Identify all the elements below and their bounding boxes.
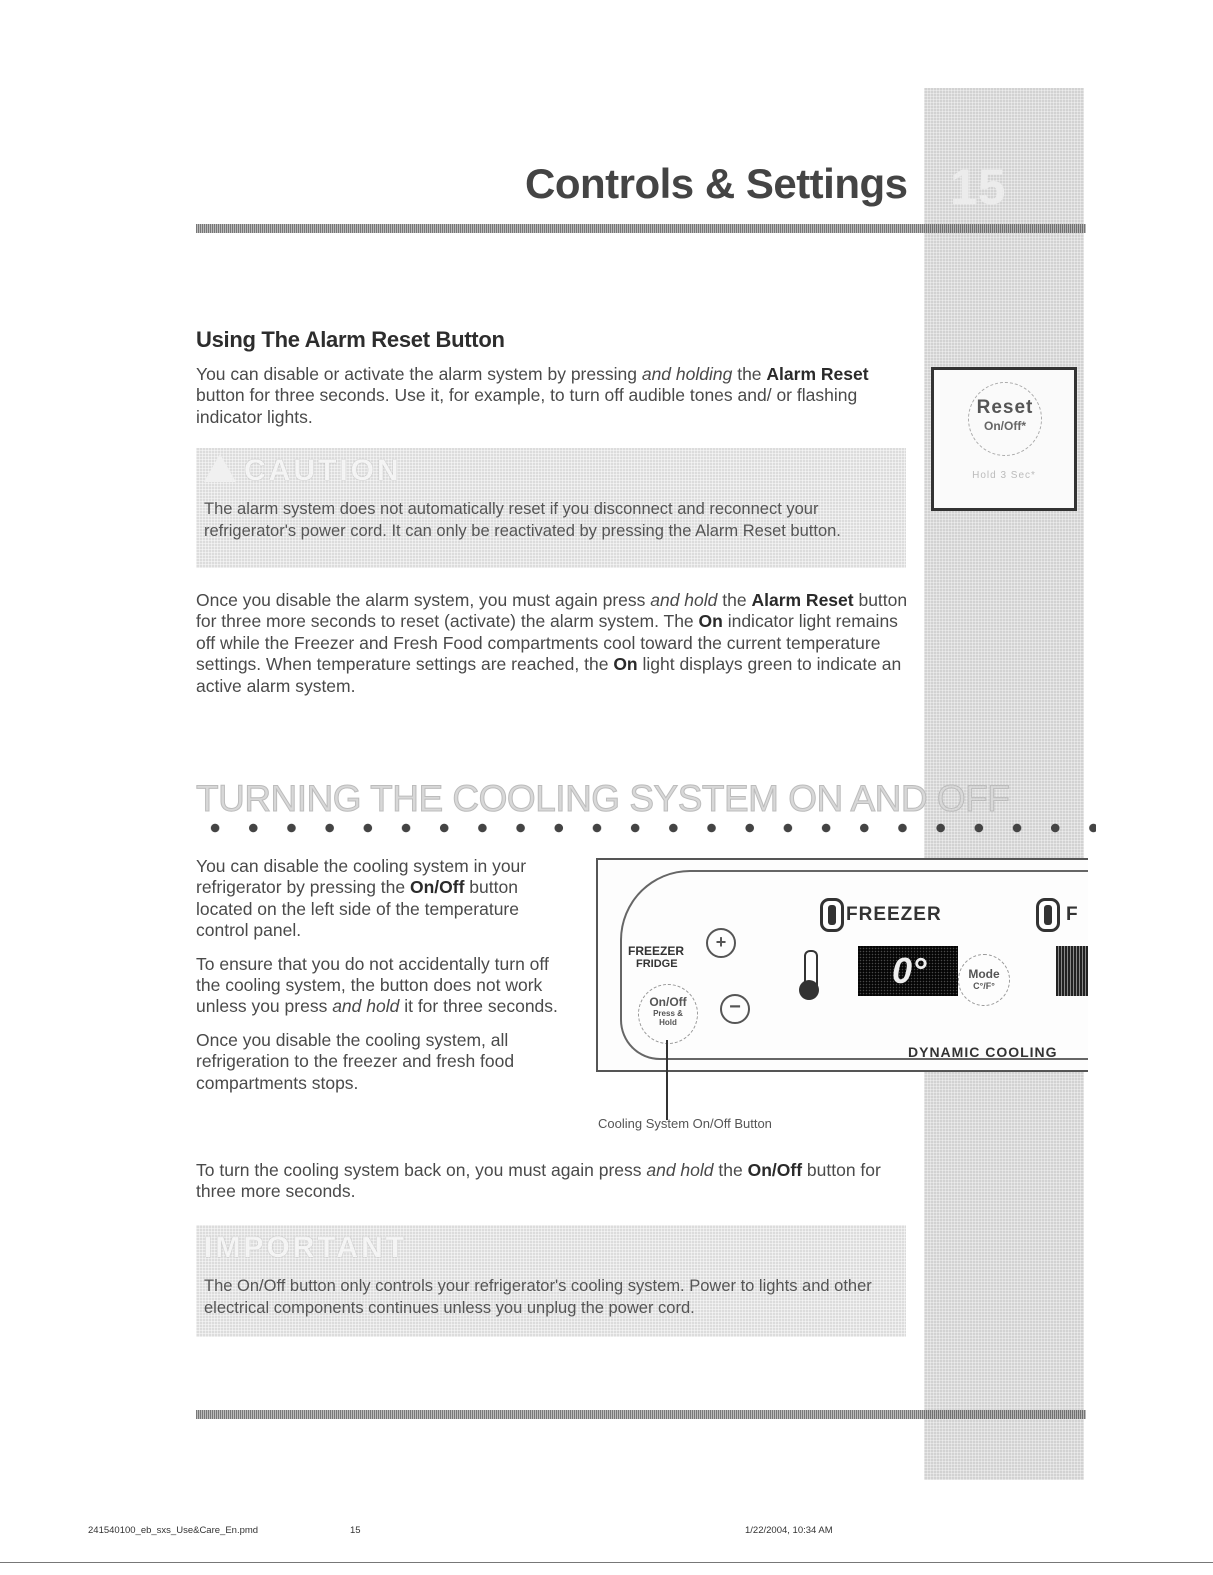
- fridge-label-partial: F: [1066, 904, 1078, 925]
- fridge-display-partial: [1056, 946, 1088, 996]
- footer-page: 15: [350, 1525, 361, 1536]
- reset-sublabel: On/Off*: [984, 419, 1026, 433]
- alarm-paragraph-2: Once you disable the alarm system, you must again press and hold the Alarm Reset button for three more seconds to reset (activate) the alarm system. The On indicator light remains off while the Freezer and Fresh Food compartments cool toward the current temperature settings. When temperature settings are reached, the On light displays green to indicate an active alarm system.: [196, 590, 908, 696]
- caution-box: [196, 448, 906, 568]
- cooling-paragraph-3: Once you disable the cooling system, all refrigeration to the freezer and fresh food compartments stops.: [196, 1029, 515, 1093]
- on-off-label: On/Off: [649, 995, 687, 1009]
- display-value: 0°: [892, 950, 927, 991]
- page-edge-line: [0, 1562, 1213, 1563]
- panel-caption: Cooling System On/Off Button: [598, 1116, 772, 1131]
- freezer-lock-icon: [820, 898, 844, 932]
- footer-date: 1/22/2004, 10:34 AM: [745, 1525, 833, 1536]
- selector-freezer-label: FREEZER: [628, 944, 685, 958]
- mode-button: [958, 954, 1010, 1006]
- important-text: The On/Off button only controls your refrigerator's cooling system. Power to lights and other electrical components continues unless you unplug the power cord.: [204, 1277, 872, 1317]
- cooling-paragraph-1: You can disable the cooling system in your refrigerator by pressing the On/Off button located on the left side of the temperature control panel.: [196, 856, 527, 941]
- reset-label: Reset: [976, 397, 1034, 418]
- cooling-paragraph-2: To ensure that you do not accidentally turn off the cooling system, the button does not work unless you press and hold it for three seconds.: [196, 953, 558, 1017]
- caution-title: CAUTION: [204, 454, 402, 488]
- dynamic-cooling-label: DYNAMIC COOLING: [908, 1044, 1058, 1060]
- cooling-heading: TURNING THE COOLING SYSTEM ON AND OFF: [196, 778, 1010, 819]
- on-off-press: Press &: [653, 1009, 683, 1018]
- footer-filename: 241540100_eb_sxs_Use&Care_En.pmd: [88, 1525, 259, 1536]
- alarm-heading: Using The Alarm Reset Button: [196, 327, 505, 352]
- control-panel-illustration: [596, 858, 1088, 1072]
- warning-icon: [204, 454, 236, 482]
- plus-icon: +: [706, 928, 736, 958]
- mode-units: C°/F°: [973, 981, 995, 991]
- top-rule: [196, 224, 1086, 233]
- dotted-divider: [196, 822, 1096, 834]
- minus-icon: −: [720, 994, 750, 1024]
- caption-leader-line: [666, 1040, 668, 1120]
- reset-hold-note: Hold 3 Sec*: [972, 470, 1036, 481]
- mode-label: Mode: [968, 967, 1000, 981]
- alarm-paragraph-1: You can disable or activate the alarm system by pressing and holding the Alarm Reset button for three seconds. Use it, for example, to turn off audible tones and/ or flashing indicator lights.: [196, 364, 869, 427]
- selector-fridge-label: FRIDGE: [636, 958, 678, 970]
- important-title: IMPORTANT: [204, 1231, 408, 1264]
- fridge-lock-icon: [1036, 898, 1060, 932]
- cooling-text-column: [196, 856, 566, 1106]
- freezer-label: FREEZER: [846, 904, 942, 925]
- reset-button-illustration: [931, 367, 1077, 511]
- bottom-rule: [196, 1410, 1086, 1419]
- temperature-display: [858, 946, 958, 996]
- on-off-hold: Hold: [659, 1018, 677, 1027]
- thermometer-icon: [804, 950, 818, 986]
- caution-text: The alarm system does not automatically reset if you disconnect and reconnect your refrigerator's power cord. It can only be reactivated by pressing the Alarm Reset button.: [204, 500, 841, 540]
- page-title: Controls & Settings: [525, 160, 908, 207]
- reset-button: [968, 382, 1042, 456]
- cooling-paragraph-4: To turn the cooling system back on, you must again press and hold the On/Off button for three more seconds.: [196, 1160, 881, 1202]
- page-number: 15: [950, 159, 1006, 215]
- on-off-button: [638, 984, 698, 1044]
- important-box: [196, 1225, 906, 1337]
